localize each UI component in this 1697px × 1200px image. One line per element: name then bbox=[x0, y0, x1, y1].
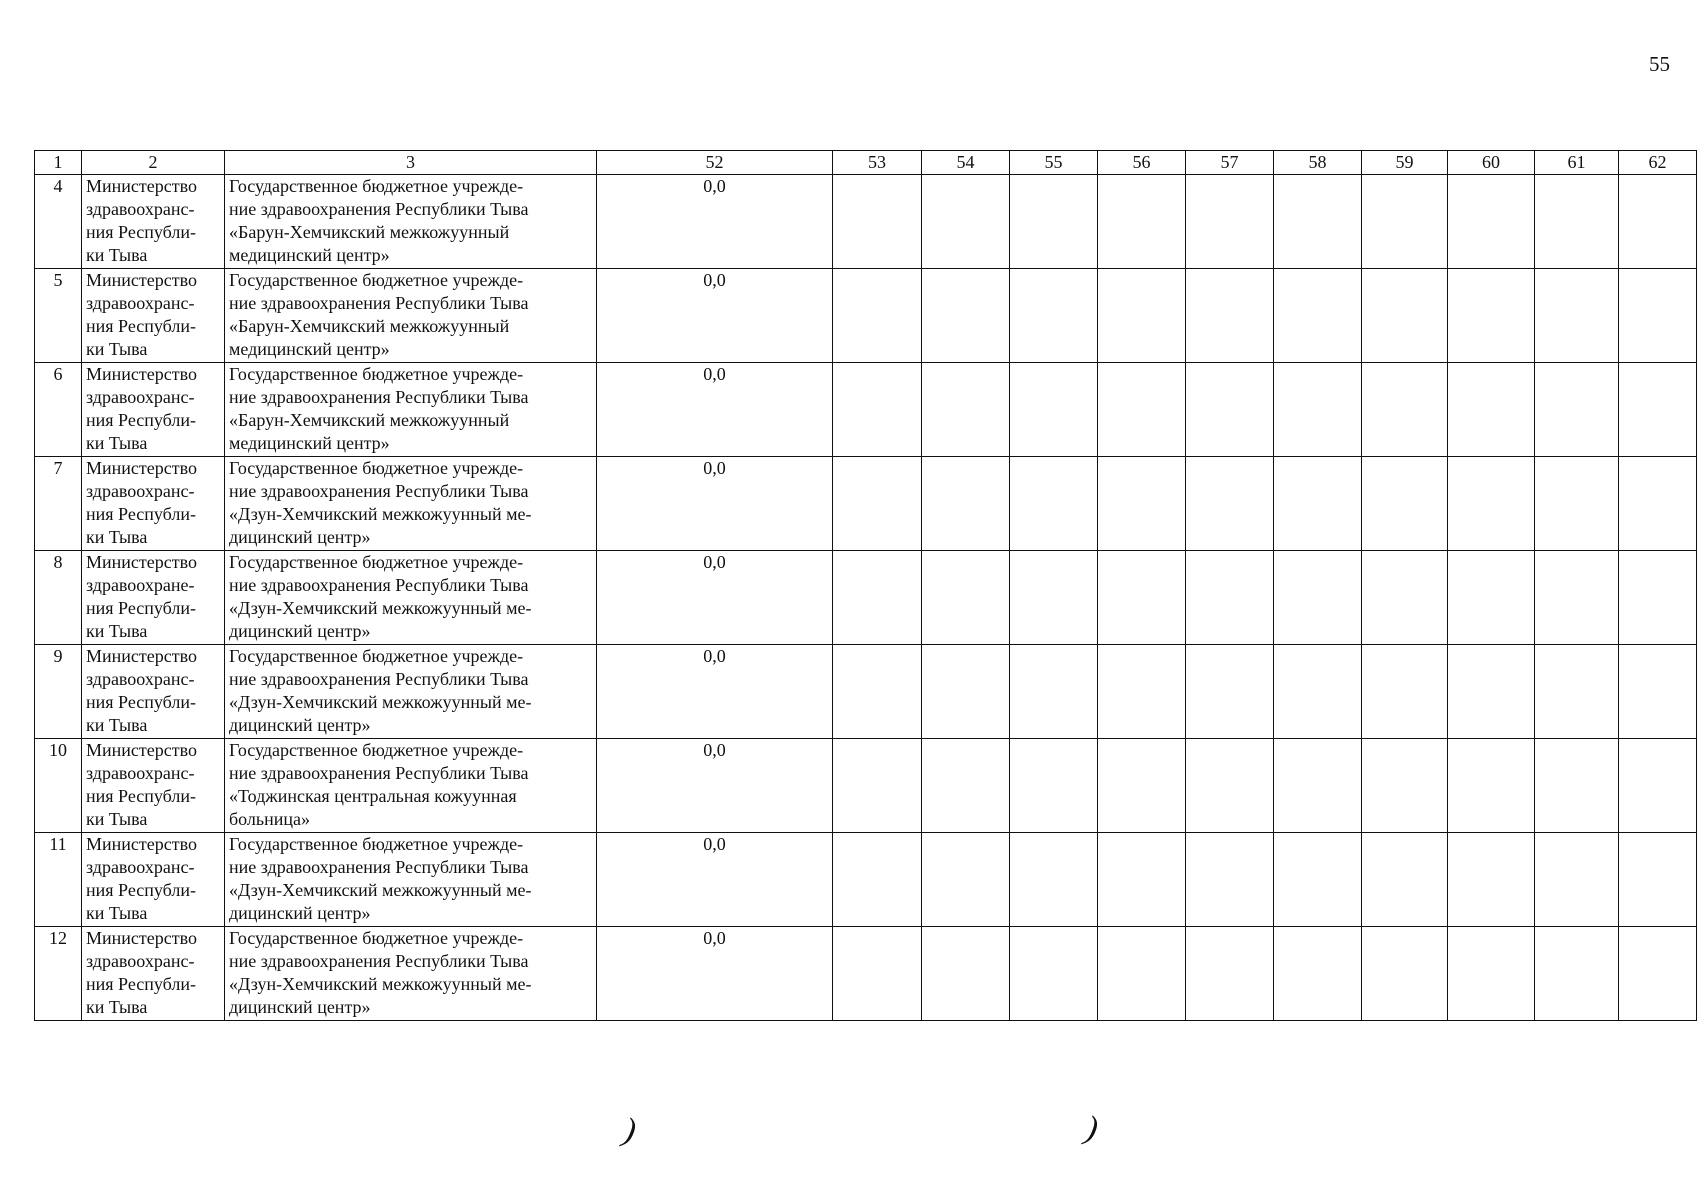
empty-cell bbox=[1098, 175, 1186, 269]
empty-cell bbox=[1186, 363, 1274, 457]
table-row bbox=[35, 457, 1697, 551]
empty-cell bbox=[922, 551, 1010, 645]
data-table bbox=[34, 150, 1697, 1021]
empty-cell bbox=[833, 927, 922, 1021]
value-cell: 0,0 bbox=[597, 551, 833, 645]
empty-cell bbox=[1619, 833, 1697, 927]
value-cell: 0,0 bbox=[597, 927, 833, 1021]
institution-cell: Государственное бюджетное учрежде- ние здравоохранения Республики Тыва «Барун-Хемчикский межкожуунный медицинский центр» bbox=[225, 363, 597, 457]
ministry-cell: Министерство здравоохранс- ния Республи- ки Тыва bbox=[82, 363, 225, 457]
empty-cell bbox=[1274, 363, 1362, 457]
row-number: 7 bbox=[35, 457, 82, 551]
empty-cell bbox=[1362, 457, 1448, 551]
empty-cell bbox=[1274, 457, 1362, 551]
column-header: 53 bbox=[833, 151, 922, 175]
column-header: 61 bbox=[1535, 151, 1619, 175]
empty-cell bbox=[1186, 927, 1274, 1021]
empty-cell bbox=[833, 551, 922, 645]
empty-cell bbox=[1274, 833, 1362, 927]
empty-cell bbox=[1274, 927, 1362, 1021]
empty-cell bbox=[1274, 739, 1362, 833]
empty-cell bbox=[1186, 551, 1274, 645]
row-number: 11 bbox=[35, 833, 82, 927]
empty-cell bbox=[1098, 551, 1186, 645]
empty-cell bbox=[1010, 833, 1098, 927]
empty-cell bbox=[1186, 175, 1274, 269]
empty-cell bbox=[1535, 739, 1619, 833]
ministry-cell: Министерство здравоохранс- ния Республи- ки Тыва bbox=[82, 927, 225, 1021]
value-cell: 0,0 bbox=[597, 645, 833, 739]
empty-cell bbox=[1098, 833, 1186, 927]
empty-cell bbox=[922, 927, 1010, 1021]
column-header: 60 bbox=[1448, 151, 1535, 175]
row-number: 10 bbox=[35, 739, 82, 833]
row-number: 8 bbox=[35, 551, 82, 645]
empty-cell bbox=[1098, 645, 1186, 739]
empty-cell bbox=[1186, 833, 1274, 927]
empty-cell bbox=[1362, 739, 1448, 833]
ministry-cell: Министерство здравоохранс- ния Республи- ки Тыва bbox=[82, 175, 225, 269]
empty-cell bbox=[922, 363, 1010, 457]
column-header: 3 bbox=[225, 151, 597, 175]
institution-cell: Государственное бюджетное учрежде- ние здравоохранения Республики Тыва «Барун-Хемчикский межкожуунный медицинский центр» bbox=[225, 175, 597, 269]
table-row bbox=[35, 551, 1697, 645]
row-number: 9 bbox=[35, 645, 82, 739]
empty-cell bbox=[833, 363, 922, 457]
table-body bbox=[35, 175, 1697, 1021]
page-number: 55 bbox=[1649, 52, 1670, 76]
value-cell: 0,0 bbox=[597, 457, 833, 551]
empty-cell bbox=[1535, 645, 1619, 739]
row-number: 6 bbox=[35, 363, 82, 457]
row-number: 5 bbox=[35, 269, 82, 363]
empty-cell bbox=[1619, 269, 1697, 363]
ministry-cell: Министерство здравоохранс- ния Республи- ки Тыва bbox=[82, 833, 225, 927]
empty-cell bbox=[1186, 645, 1274, 739]
institution-cell: Государственное бюджетное учрежде- ние здравоохранения Республики Тыва «Дзун-Хемчикский межкожуунный ме- дицинский центр» bbox=[225, 457, 597, 551]
empty-cell bbox=[1448, 363, 1535, 457]
empty-cell bbox=[1448, 551, 1535, 645]
empty-cell bbox=[1535, 269, 1619, 363]
table-row bbox=[35, 269, 1697, 363]
empty-cell bbox=[922, 175, 1010, 269]
row-number: 4 bbox=[35, 175, 82, 269]
empty-cell bbox=[1535, 457, 1619, 551]
empty-cell bbox=[1098, 457, 1186, 551]
empty-cell bbox=[1619, 645, 1697, 739]
empty-cell bbox=[1186, 739, 1274, 833]
empty-cell bbox=[1274, 645, 1362, 739]
institution-cell: Государственное бюджетное учрежде- ние здравоохранения Республики Тыва «Тоджинская центральная кожуунная больница» bbox=[225, 739, 597, 833]
empty-cell bbox=[1619, 363, 1697, 457]
empty-cell bbox=[833, 739, 922, 833]
row-number: 12 bbox=[35, 927, 82, 1021]
empty-cell bbox=[1619, 551, 1697, 645]
empty-cell bbox=[1010, 269, 1098, 363]
value-cell: 0,0 bbox=[597, 175, 833, 269]
column-header: 2 bbox=[82, 151, 225, 175]
empty-cell bbox=[922, 457, 1010, 551]
empty-cell bbox=[1448, 269, 1535, 363]
value-cell: 0,0 bbox=[597, 269, 833, 363]
empty-cell bbox=[1619, 175, 1697, 269]
empty-cell bbox=[1098, 269, 1186, 363]
handwritten-mark: ) bbox=[620, 1111, 640, 1150]
empty-cell bbox=[1098, 739, 1186, 833]
column-header: 62 bbox=[1619, 151, 1697, 175]
empty-cell bbox=[833, 175, 922, 269]
empty-cell bbox=[922, 645, 1010, 739]
column-header: 54 bbox=[922, 151, 1010, 175]
empty-cell bbox=[1619, 457, 1697, 551]
empty-cell bbox=[1010, 551, 1098, 645]
column-header: 57 bbox=[1186, 151, 1274, 175]
table-row bbox=[35, 927, 1697, 1021]
empty-cell bbox=[1448, 739, 1535, 833]
empty-cell bbox=[1448, 175, 1535, 269]
empty-cell bbox=[1010, 927, 1098, 1021]
table-row bbox=[35, 363, 1697, 457]
institution-cell: Государственное бюджетное учрежде- ние здравоохранения Республики Тыва «Дзун-Хемчикский межкожуунный ме- дицинский центр» bbox=[225, 927, 597, 1021]
institution-cell: Государственное бюджетное учрежде- ние здравоохранения Республики Тыва «Дзун-Хемчикский межкожуунный ме- дицинский центр» bbox=[225, 833, 597, 927]
empty-cell bbox=[1098, 927, 1186, 1021]
ministry-cell: Министерство здравоохранс- ния Республи- ки Тыва bbox=[82, 645, 225, 739]
empty-cell bbox=[1186, 269, 1274, 363]
empty-cell bbox=[1010, 457, 1098, 551]
ministry-cell: Министерство здравоохране- ния Республи- ки Тыва bbox=[82, 551, 225, 645]
column-header: 1 bbox=[35, 151, 82, 175]
empty-cell bbox=[1448, 833, 1535, 927]
column-header: 58 bbox=[1274, 151, 1362, 175]
value-cell: 0,0 bbox=[597, 363, 833, 457]
empty-cell bbox=[1535, 363, 1619, 457]
empty-cell bbox=[1362, 645, 1448, 739]
empty-cell bbox=[833, 457, 922, 551]
empty-cell bbox=[1098, 363, 1186, 457]
empty-cell bbox=[1448, 927, 1535, 1021]
empty-cell bbox=[1362, 269, 1448, 363]
empty-cell bbox=[1010, 363, 1098, 457]
column-header: 55 bbox=[1010, 151, 1098, 175]
empty-cell bbox=[833, 269, 922, 363]
empty-cell bbox=[833, 833, 922, 927]
institution-cell: Государственное бюджетное учрежде- ние здравоохранения Республики Тыва «Дзун-Хемчикский межкожуунный ме- дицинский центр» bbox=[225, 551, 597, 645]
empty-cell bbox=[1362, 927, 1448, 1021]
empty-cell bbox=[1619, 927, 1697, 1021]
empty-cell bbox=[1535, 551, 1619, 645]
empty-cell bbox=[1362, 363, 1448, 457]
empty-cell bbox=[1362, 551, 1448, 645]
ministry-cell: Министерство здравоохранс- ния Республи- ки Тыва bbox=[82, 269, 225, 363]
institution-cell: Государственное бюджетное учрежде- ние здравоохранения Республики Тыва «Барун-Хемчикский межкожуунный медицинский центр» bbox=[225, 269, 597, 363]
empty-cell bbox=[1274, 269, 1362, 363]
empty-cell bbox=[1010, 175, 1098, 269]
empty-cell bbox=[1448, 457, 1535, 551]
empty-cell bbox=[1535, 833, 1619, 927]
empty-cell bbox=[1186, 457, 1274, 551]
header-row bbox=[35, 151, 1697, 175]
ministry-cell: Министерство здравоохранс- ния Республи- ки Тыва bbox=[82, 457, 225, 551]
empty-cell bbox=[1010, 645, 1098, 739]
empty-cell bbox=[1448, 645, 1535, 739]
empty-cell bbox=[1274, 551, 1362, 645]
institution-cell: Государственное бюджетное учрежде- ние здравоохранения Республики Тыва «Дзун-Хемчикский межкожуунный ме- дицинский центр» bbox=[225, 645, 597, 739]
empty-cell bbox=[1362, 833, 1448, 927]
column-header: 56 bbox=[1098, 151, 1186, 175]
value-cell: 0,0 bbox=[597, 739, 833, 833]
empty-cell bbox=[1010, 739, 1098, 833]
empty-cell bbox=[1362, 175, 1448, 269]
handwritten-mark: ) bbox=[1082, 1109, 1102, 1148]
empty-cell bbox=[1274, 175, 1362, 269]
empty-cell bbox=[922, 833, 1010, 927]
empty-cell bbox=[1619, 739, 1697, 833]
empty-cell bbox=[922, 739, 1010, 833]
table-row bbox=[35, 739, 1697, 833]
column-header: 59 bbox=[1362, 151, 1448, 175]
table-row bbox=[35, 175, 1697, 269]
ministry-cell: Министерство здравоохранс- ния Республи- ки Тыва bbox=[82, 739, 225, 833]
empty-cell bbox=[1535, 175, 1619, 269]
empty-cell bbox=[922, 269, 1010, 363]
column-header: 52 bbox=[597, 151, 833, 175]
empty-cell bbox=[1535, 927, 1619, 1021]
table-row bbox=[35, 645, 1697, 739]
value-cell: 0,0 bbox=[597, 833, 833, 927]
table-row bbox=[35, 833, 1697, 927]
empty-cell bbox=[833, 645, 922, 739]
